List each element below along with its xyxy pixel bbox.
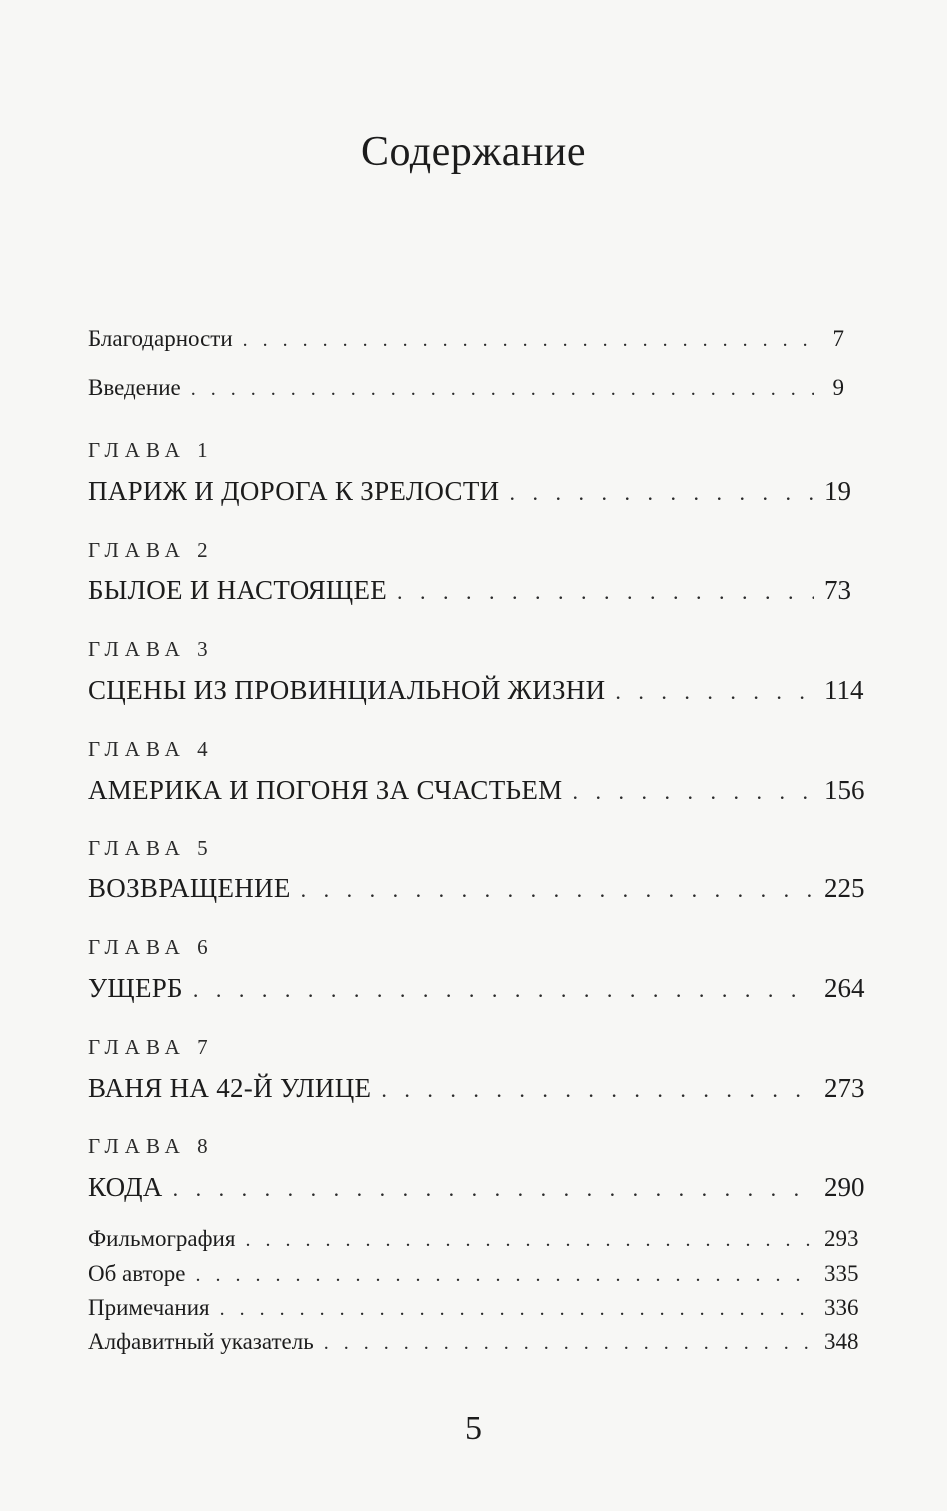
toc-entry-page: 225 <box>824 873 865 903</box>
dot-leader <box>220 1298 814 1321</box>
chapter-heading: ГЛАВА 5 <box>88 836 214 860</box>
toc-entry-page: 293 <box>824 1226 859 1251</box>
chapter-heading: ГЛАВА 2 <box>88 538 214 562</box>
toc-entry-label: ВОЗВРАЩЕНИЕ <box>88 873 291 903</box>
dot-leader <box>397 579 814 605</box>
toc-entry-acknowledgements <box>88 326 844 352</box>
toc-entry-chapter-1 <box>88 476 851 507</box>
toc-entry-label: Примечания <box>88 1295 210 1320</box>
toc-entry-label: СЦЕНЫ ИЗ ПРОВИНЦИАЛЬНОЙ ЖИЗНИ <box>88 675 606 705</box>
toc-entry-label: БЫЛОЕ И НАСТОЯЩЕЕ <box>88 575 388 605</box>
toc-entry-page: 273 <box>824 1073 865 1103</box>
dot-leader <box>324 1332 814 1355</box>
toc-entry-label: Введение <box>88 375 181 400</box>
toc-entry-page: 9 <box>832 375 844 400</box>
toc-entry-page: 335 <box>824 1261 859 1286</box>
toc-entry-page: 336 <box>824 1295 859 1320</box>
chapter-heading: ГЛАВА 8 <box>88 1134 214 1158</box>
dot-leader <box>301 877 814 903</box>
toc-entry-page: 19 <box>824 476 851 506</box>
dot-leader <box>615 679 814 705</box>
toc-entry-chapter-2 <box>88 575 851 606</box>
dot-leader <box>193 977 814 1003</box>
toc-entry-notes <box>88 1295 859 1321</box>
toc-entry-page: 114 <box>824 675 864 705</box>
toc-entry-label: Фильмография <box>88 1226 236 1251</box>
toc-entry-label: Благодарности <box>88 326 233 351</box>
dot-leader <box>572 779 814 805</box>
dot-leader <box>196 1264 814 1287</box>
toc-entry-page: 264 <box>824 973 865 1003</box>
toc-entry-chapter-3 <box>88 675 864 706</box>
dot-leader <box>191 378 814 401</box>
dot-leader <box>243 329 814 352</box>
toc-entry-page: 73 <box>824 575 851 605</box>
dot-leader <box>245 1229 814 1252</box>
toc-entry-page: 7 <box>832 326 844 351</box>
page-number: 5 <box>465 1410 482 1447</box>
chapter-heading: ГЛАВА 7 <box>88 1035 214 1059</box>
chapter-heading: ГЛАВА 6 <box>88 935 214 959</box>
toc-entry-page: 348 <box>824 1329 859 1354</box>
toc-entry-label: Об авторе <box>88 1261 186 1286</box>
toc-entry-label: АМЕРИКА И ПОГОНЯ ЗА СЧАСТЬЕМ <box>88 775 563 805</box>
toc-entry-about-author <box>88 1261 859 1287</box>
dot-leader <box>173 1176 814 1202</box>
toc-entry-chapter-5 <box>88 873 865 904</box>
chapter-heading: ГЛАВА 3 <box>88 637 214 661</box>
chapter-heading: ГЛАВА 1 <box>88 438 214 462</box>
toc-entry-label: ВАНЯ НА 42-Й УЛИЦЕ <box>88 1073 372 1103</box>
toc-entry-index <box>88 1329 859 1355</box>
toc-entry-label: УЩЕРБ <box>88 973 183 1003</box>
dot-leader <box>381 1077 814 1103</box>
toc-entry-chapter-7 <box>88 1073 865 1104</box>
toc-entry-chapter-8 <box>88 1172 865 1203</box>
toc-entry-label: КОДА <box>88 1172 163 1202</box>
toc-entry-introduction <box>88 375 844 401</box>
toc-entry-chapter-6 <box>88 973 865 1004</box>
page-title: Содержание <box>360 129 587 175</box>
toc-entry-label: Алфавитный указатель <box>88 1329 314 1354</box>
toc-entry-filmography <box>88 1226 859 1252</box>
toc-entry-page: 156 <box>824 775 865 805</box>
toc-entry-label: ПАРИЖ И ДОРОГА К ЗРЕЛОСТИ <box>88 476 500 506</box>
toc-entry-chapter-4 <box>88 775 865 806</box>
chapter-heading: ГЛАВА 4 <box>88 737 214 761</box>
toc-entry-page: 290 <box>824 1172 865 1202</box>
dot-leader <box>509 480 814 506</box>
